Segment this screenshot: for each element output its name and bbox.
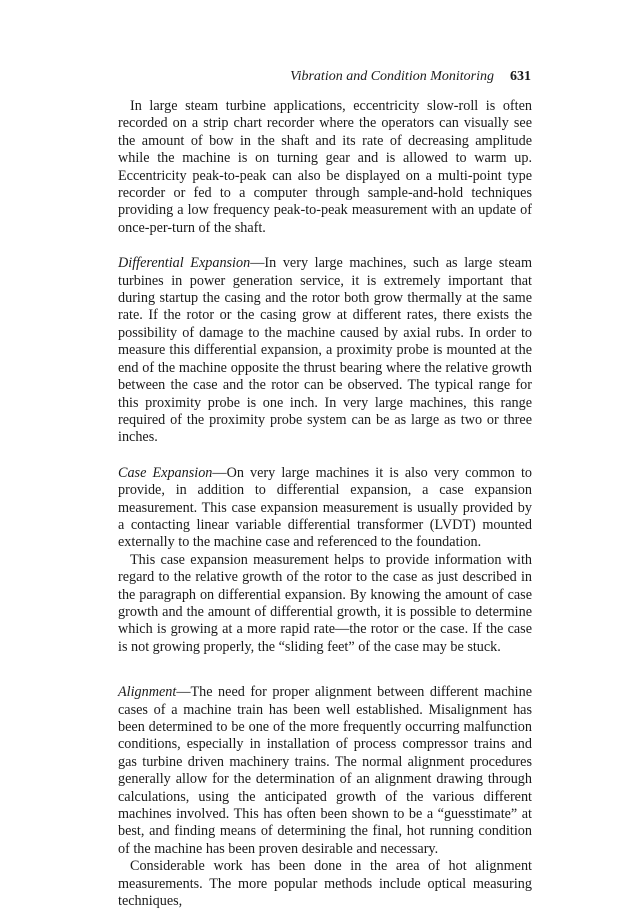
run-in-heading-differential-expansion: Differential Expansion [118, 255, 251, 272]
run-in-heading-case-expansion: Case Expansion [118, 464, 213, 481]
paragraph-alignment [118, 684, 532, 858]
case-expansion-text: —On very large machines it is also very common to provide, in addition to differential expansion, a case expansion measurement. This case expansion measurement is usually provided by a contacting linear variable differential transformer (LVDT) mounted externally to the machine case and referenced to the foundation. [118, 464, 532, 551]
run-in-heading-alignment: Alignment [118, 684, 177, 701]
paragraph-case-expansion-continued: This case expansion measurement helps to provide information with regard to the relative growth of the rotor to the case as just described in the paragraph on differential expansion. By knowing the amount of case growth and the amount of differential growth, it is possible to determine which is growing at a more rapid rate—the rotor or the case. If the case is not growing properly, the “sliding feet” of the case may be stuck. [118, 551, 532, 655]
body-text [118, 98, 532, 910]
differential-expansion-text: —In very large machines, such as large steam turbines in power generation service, it is extremely important that during startup the casing and the rotor both grow thermally at the same rate. If the rotor or the casing grow at different rates, there exists the possibility of damage to the machine caused by axial rubs. In order to measure this differential expansion, a proximity probe is mounted at the end of the machine opposite the thrust bearing where the relative growth between the case and the rotor can be observed. The typical range for this proximity probe is one inch. In very large machines, this range required of the proximity probe system can be as large as two or three inches. [118, 255, 533, 446]
paragraph-eccentricity: In large steam turbine applications, eccentricity slow-roll is often recorded on a strip chart recorder where the operators can visually see the amount of bow in the shaft and its rate of decreasing amplitude while the machine is on turning gear and is allowed to warm up. Eccentricity peak-to-peak can also be displayed on a multi-point type recorder or fed to a computer through sample-and-hold techniques providing a low frequency peak-to-peak measurement with an update of once-per-turn of the shaft. [118, 98, 532, 236]
alignment-text: —The need for proper alignment between different machine cases of a machine train has been well established. Misalignment has been determined to be one of the more frequently occurring malfunction conditions, especially in installation of process compressor trains and gas turbine driven machinery trains. The normal alignment procedures generally allow for the determination of an alignment drawing through calculations, using the anticipated growth of the various different machines involved. This has often been shown to be a “guesstimate” at best, and finding means of determining the final, hot running condition of the machine has been proven desirable and necessary. [118, 684, 532, 857]
paragraph-case-expansion [118, 465, 532, 552]
paragraph-hot-alignment: Considerable work has been done in the area of hot alignment measurements. The more popular methods include optical measuring techniques, [118, 858, 532, 910]
running-head [0, 68, 531, 85]
running-head-title: Vibration and Condition Monitoring [290, 69, 494, 84]
paragraph-differential-expansion [118, 255, 532, 446]
page-number: 631 [510, 69, 531, 84]
